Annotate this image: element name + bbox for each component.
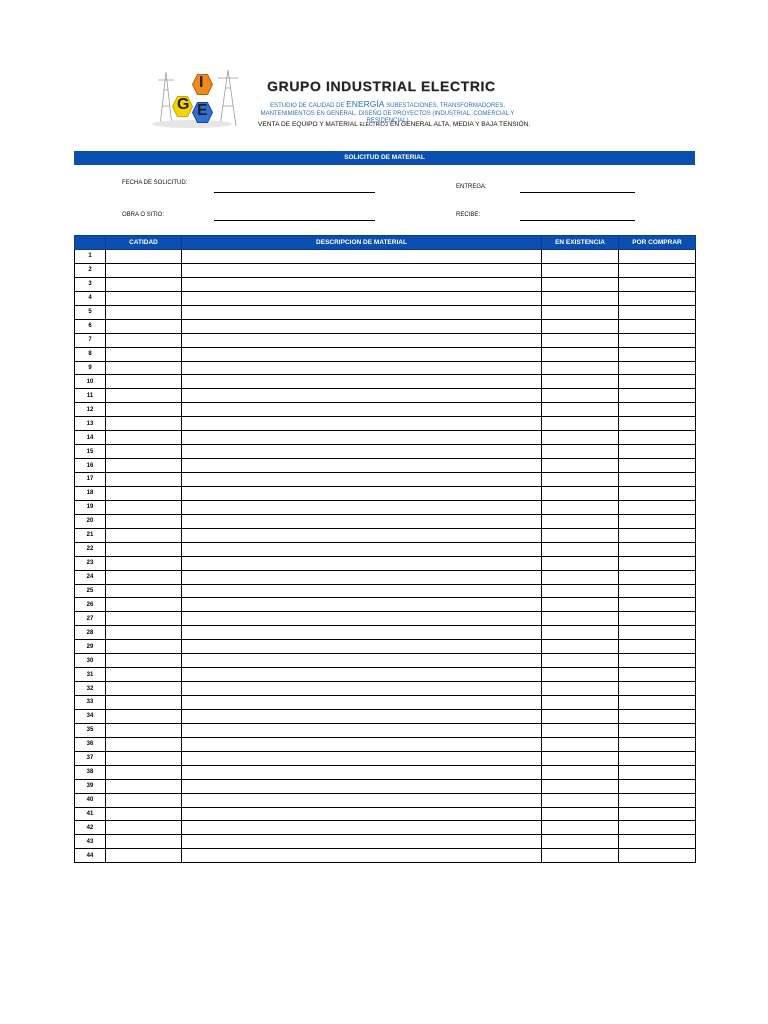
table-row [75,793,696,807]
table-row [75,486,696,500]
en-existencia-cell[interactable] [542,709,619,723]
en-existencia-cell[interactable] [542,723,619,737]
descripcion-cell[interactable] [182,612,542,626]
en-existencia-cell[interactable] [542,835,619,849]
cantidad-cell[interactable] [106,375,182,389]
header-number [75,236,106,250]
descripcion-cell[interactable] [182,849,542,863]
cantidad-cell[interactable] [106,598,182,612]
cantidad-cell[interactable] [106,250,182,264]
en-existencia-cell[interactable] [542,584,619,598]
row-number: 11 [75,389,106,403]
table-row [75,263,696,277]
row-number: 33 [75,696,106,710]
table-row [75,626,696,640]
por-comprar-cell[interactable] [619,500,696,514]
recibe-field[interactable] [520,220,635,221]
cantidad-cell[interactable] [106,500,182,514]
cantidad-cell[interactable] [106,709,182,723]
en-existencia-cell[interactable] [542,375,619,389]
cantidad-cell[interactable] [106,319,182,333]
table-row [75,291,696,305]
descripcion-cell[interactable] [182,807,542,821]
row-number: 8 [75,347,106,361]
por-comprar-cell[interactable] [619,542,696,556]
en-existencia-cell[interactable] [542,431,619,445]
descripcion-cell[interactable] [182,737,542,751]
por-comprar-cell[interactable] [619,682,696,696]
obra-field[interactable] [214,220,375,221]
sales-prefix: VENTA DE EQUIPO Y MATERIAL [258,121,360,128]
en-existencia-cell[interactable] [542,473,619,487]
tagline-suffix: SUBESTACIONES, TRANSFORMADORES, MANTENIMIENTOS EN GENERAL, DISEÑO DE PROYECTOS (INDUSTRIAL, COMERCIAL Y RESIDENCIAL) [260,103,515,124]
en-existencia-cell[interactable] [542,626,619,640]
por-comprar-cell[interactable] [619,723,696,737]
en-existencia-cell[interactable] [542,807,619,821]
en-existencia-cell[interactable] [542,319,619,333]
row-number: 27 [75,612,106,626]
table-row [75,849,696,863]
table-row [75,333,696,347]
row-number: 44 [75,849,106,863]
por-comprar-cell[interactable] [619,570,696,584]
row-number: 9 [75,361,106,375]
row-number: 16 [75,459,106,473]
cantidad-cell[interactable] [106,556,182,570]
por-comprar-cell[interactable] [619,305,696,319]
row-number: 25 [75,584,106,598]
por-comprar-cell[interactable] [619,403,696,417]
por-comprar-cell[interactable] [619,765,696,779]
table-row [75,779,696,793]
cantidad-cell[interactable] [106,612,182,626]
cantidad-cell[interactable] [106,473,182,487]
table-header-row [75,236,696,250]
table-row [75,361,696,375]
row-number: 20 [75,514,106,528]
cantidad-cell[interactable] [106,333,182,347]
descripcion-cell[interactable] [182,486,542,500]
row-number: 30 [75,654,106,668]
table-row [75,319,696,333]
cantidad-cell[interactable] [106,696,182,710]
por-comprar-cell[interactable] [619,793,696,807]
row-number: 12 [75,403,106,417]
en-existencia-cell[interactable] [542,263,619,277]
en-existencia-cell[interactable] [542,765,619,779]
row-number: 36 [75,737,106,751]
en-existencia-cell[interactable] [542,556,619,570]
table-row [75,375,696,389]
en-existencia-cell[interactable] [542,250,619,264]
cantidad-cell[interactable] [106,277,182,291]
cantidad-cell[interactable] [106,403,182,417]
cantidad-cell[interactable] [106,584,182,598]
en-existencia-cell[interactable] [542,849,619,863]
table-row [75,598,696,612]
por-comprar-cell[interactable] [619,640,696,654]
cantidad-cell[interactable] [106,668,182,682]
en-existencia-cell[interactable] [542,612,619,626]
por-comprar-cell[interactable] [619,459,696,473]
cantidad-cell[interactable] [106,737,182,751]
por-comprar-cell[interactable] [619,612,696,626]
por-comprar-cell[interactable] [619,263,696,277]
row-number: 28 [75,626,106,640]
header-por-comprar: POR COMPRAR [619,236,696,250]
cantidad-cell[interactable] [106,849,182,863]
en-existencia-cell[interactable] [542,696,619,710]
en-existencia-cell[interactable] [542,570,619,584]
cantidad-cell[interactable] [106,291,182,305]
por-comprar-cell[interactable] [619,835,696,849]
row-number: 34 [75,709,106,723]
row-number: 35 [75,723,106,737]
row-number: 3 [75,277,106,291]
por-comprar-cell[interactable] [619,737,696,751]
table-row [75,403,696,417]
en-existencia-cell[interactable] [542,528,619,542]
en-existencia-cell[interactable] [542,417,619,431]
table-row [75,473,696,487]
por-comprar-cell[interactable] [619,807,696,821]
descripcion-cell[interactable] [182,291,542,305]
row-number: 1 [75,250,106,264]
por-comprar-cell[interactable] [619,668,696,682]
por-comprar-cell[interactable] [619,584,696,598]
cantidad-cell[interactable] [106,361,182,375]
por-comprar-cell[interactable] [619,514,696,528]
table-row [75,570,696,584]
descripcion-cell[interactable] [182,250,542,264]
row-number: 22 [75,542,106,556]
por-comprar-cell[interactable] [619,347,696,361]
table-row [75,500,696,514]
descripcion-cell[interactable] [182,751,542,765]
entrega-label: ENTREGA: [456,184,487,190]
table-row [75,668,696,682]
por-comprar-cell[interactable] [619,417,696,431]
en-existencia-cell[interactable] [542,305,619,319]
section-title: SOLICITUD DE MATERIAL [74,151,695,165]
en-existencia-cell[interactable] [542,361,619,375]
cantidad-cell[interactable] [106,723,182,737]
cantidad-cell[interactable] [106,417,182,431]
table-body [75,250,696,863]
en-existencia-cell[interactable] [542,542,619,556]
row-number: 23 [75,556,106,570]
por-comprar-cell[interactable] [619,709,696,723]
table-row [75,682,696,696]
cantidad-cell[interactable] [106,793,182,807]
logo-letter-g: G [177,96,190,113]
descripcion-cell[interactable] [182,584,542,598]
cantidad-cell[interactable] [106,445,182,459]
descripcion-cell[interactable] [182,445,542,459]
en-existencia-cell[interactable] [542,514,619,528]
logo-letter-e: E [197,102,208,119]
tagline-highlight: ENERGÍA [346,99,385,109]
table-row [75,765,696,779]
descripcion-cell[interactable] [182,626,542,640]
cantidad-cell[interactable] [106,514,182,528]
descripcion-cell[interactable] [182,723,542,737]
cantidad-cell[interactable] [106,682,182,696]
row-number: 10 [75,375,106,389]
descripcion-cell[interactable] [182,598,542,612]
en-existencia-cell[interactable] [542,347,619,361]
row-number: 14 [75,431,106,445]
table-row [75,277,696,291]
row-number: 38 [75,765,106,779]
en-existencia-cell[interactable] [542,668,619,682]
table-row [75,445,696,459]
company-logo [146,66,242,130]
table-row [75,347,696,361]
row-number: 6 [75,319,106,333]
por-comprar-cell[interactable] [619,528,696,542]
table-row [75,654,696,668]
cantidad-cell[interactable] [106,459,182,473]
cantidad-cell[interactable] [106,821,182,835]
tagline-prefix: ESTUDIO DE CALIDAD DE [270,103,347,109]
table-row [75,612,696,626]
fecha-field[interactable] [214,192,375,193]
por-comprar-cell[interactable] [619,333,696,347]
table-row [75,835,696,849]
descripcion-cell[interactable] [182,347,542,361]
descripcion-cell[interactable] [182,375,542,389]
descripcion-cell[interactable] [182,277,542,291]
cantidad-cell[interactable] [106,640,182,654]
cantidad-cell[interactable] [106,347,182,361]
row-number: 43 [75,835,106,849]
header-cantidad: CATIDAD [106,236,182,250]
por-comprar-cell[interactable] [619,696,696,710]
descripcion-cell[interactable] [182,333,542,347]
en-existencia-cell[interactable] [542,793,619,807]
en-existencia-cell[interactable] [542,751,619,765]
en-existencia-cell[interactable] [542,682,619,696]
recibe-label: RECIBE: [456,212,481,218]
table-row [75,514,696,528]
row-number: 15 [75,445,106,459]
por-comprar-cell[interactable] [619,445,696,459]
en-existencia-cell[interactable] [542,500,619,514]
row-number: 41 [75,807,106,821]
descripcion-cell[interactable] [182,709,542,723]
row-number: 39 [75,779,106,793]
row-number: 26 [75,598,106,612]
row-number: 2 [75,263,106,277]
row-number: 42 [75,821,106,835]
table-row [75,723,696,737]
row-number: 40 [75,793,106,807]
table-row [75,696,696,710]
descripcion-cell[interactable] [182,403,542,417]
en-existencia-cell[interactable] [542,445,619,459]
en-existencia-cell[interactable] [542,459,619,473]
por-comprar-cell[interactable] [619,598,696,612]
por-comprar-cell[interactable] [619,654,696,668]
descripcion-cell[interactable] [182,542,542,556]
table-row [75,431,696,445]
cantidad-cell[interactable] [106,765,182,779]
por-comprar-cell[interactable] [619,473,696,487]
por-comprar-cell[interactable] [619,375,696,389]
descripcion-cell[interactable] [182,570,542,584]
en-existencia-cell[interactable] [542,737,619,751]
company-name: GRUPO INDUSTRIAL ELECTRIC [267,78,496,94]
descripcion-cell[interactable] [182,793,542,807]
en-existencia-cell[interactable] [542,389,619,403]
cantidad-cell[interactable] [106,779,182,793]
por-comprar-cell[interactable] [619,486,696,500]
row-number: 24 [75,570,106,584]
row-number: 17 [75,473,106,487]
obra-label: OBRA O SITIO: [122,212,165,218]
descripcion-cell[interactable] [182,640,542,654]
row-number: 32 [75,682,106,696]
descripcion-cell[interactable] [182,263,542,277]
cantidad-cell[interactable] [106,835,182,849]
material-table [74,235,696,863]
table-row [75,709,696,723]
table-row [75,250,696,264]
table-row [75,737,696,751]
descripcion-cell[interactable] [182,431,542,445]
por-comprar-cell[interactable] [619,849,696,863]
cantidad-cell[interactable] [106,751,182,765]
fecha-label: FECHA DE SOLICITUD: [122,180,188,186]
table-row [75,528,696,542]
header-descripcion: DESCRIPCION DE MATERIAL [182,236,542,250]
row-number: 18 [75,486,106,500]
descripcion-cell[interactable] [182,556,542,570]
descripcion-cell[interactable] [182,500,542,514]
descripcion-cell[interactable] [182,389,542,403]
por-comprar-cell[interactable] [619,389,696,403]
descripcion-cell[interactable] [182,305,542,319]
descripcion-cell[interactable] [182,473,542,487]
table-row [75,542,696,556]
table-row [75,305,696,319]
descripcion-cell[interactable] [182,835,542,849]
en-existencia-cell[interactable] [542,333,619,347]
table-row [75,389,696,403]
sales-line [258,121,530,128]
table-row [75,584,696,598]
cantidad-cell[interactable] [106,431,182,445]
table-row [75,459,696,473]
cantidad-cell[interactable] [106,263,182,277]
descripcion-cell[interactable] [182,319,542,333]
sales-suffix: EN GENERAL ALTA, MEDIA Y BAJA TENSIÓN. [388,121,531,128]
table-row [75,640,696,654]
descripcion-cell[interactable] [182,821,542,835]
en-existencia-cell[interactable] [542,654,619,668]
por-comprar-cell[interactable] [619,361,696,375]
en-existencia-cell[interactable] [542,291,619,305]
descripcion-cell[interactable] [182,682,542,696]
por-comprar-cell[interactable] [619,277,696,291]
entrega-field[interactable] [520,192,635,193]
por-comprar-cell[interactable] [619,751,696,765]
descripcion-cell[interactable] [182,668,542,682]
cantidad-cell[interactable] [106,389,182,403]
row-number: 7 [75,333,106,347]
cantidad-cell[interactable] [106,654,182,668]
cantidad-cell[interactable] [106,807,182,821]
table-row [75,807,696,821]
row-number: 31 [75,668,106,682]
por-comprar-cell[interactable] [619,556,696,570]
en-existencia-cell[interactable] [542,486,619,500]
table-row [75,821,696,835]
logo-letter-i: I [199,74,204,91]
en-existencia-cell[interactable] [542,821,619,835]
row-number: 19 [75,500,106,514]
descripcion-cell[interactable] [182,528,542,542]
descripcion-cell[interactable] [182,765,542,779]
descripcion-cell[interactable] [182,514,542,528]
en-existencia-cell[interactable] [542,277,619,291]
descripcion-cell[interactable] [182,779,542,793]
por-comprar-cell[interactable] [619,431,696,445]
table-row [75,556,696,570]
en-existencia-cell[interactable] [542,403,619,417]
por-comprar-cell[interactable] [619,250,696,264]
header-en-existencia: EN EXISTENCIA [542,236,619,250]
por-comprar-cell[interactable] [619,319,696,333]
row-number: 37 [75,751,106,765]
por-comprar-cell[interactable] [619,821,696,835]
cantidad-cell[interactable] [106,542,182,556]
row-number: 5 [75,305,106,319]
por-comprar-cell[interactable] [619,626,696,640]
por-comprar-cell[interactable] [619,291,696,305]
descripcion-cell[interactable] [182,459,542,473]
descripcion-cell[interactable] [182,361,542,375]
table-row [75,751,696,765]
descripcion-cell[interactable] [182,696,542,710]
cantidad-cell[interactable] [106,305,182,319]
cantidad-cell[interactable] [106,626,182,640]
por-comprar-cell[interactable] [619,779,696,793]
row-number: 21 [75,528,106,542]
row-number: 29 [75,640,106,654]
table-row [75,417,696,431]
en-existencia-cell[interactable] [542,640,619,654]
sales-small: ELECTRICO [359,122,389,128]
en-existencia-cell[interactable] [542,598,619,612]
descripcion-cell[interactable] [182,417,542,431]
cantidad-cell[interactable] [106,570,182,584]
row-number: 4 [75,291,106,305]
cantidad-cell[interactable] [106,528,182,542]
en-existencia-cell[interactable] [542,779,619,793]
row-number: 13 [75,417,106,431]
descripcion-cell[interactable] [182,654,542,668]
cantidad-cell[interactable] [106,486,182,500]
